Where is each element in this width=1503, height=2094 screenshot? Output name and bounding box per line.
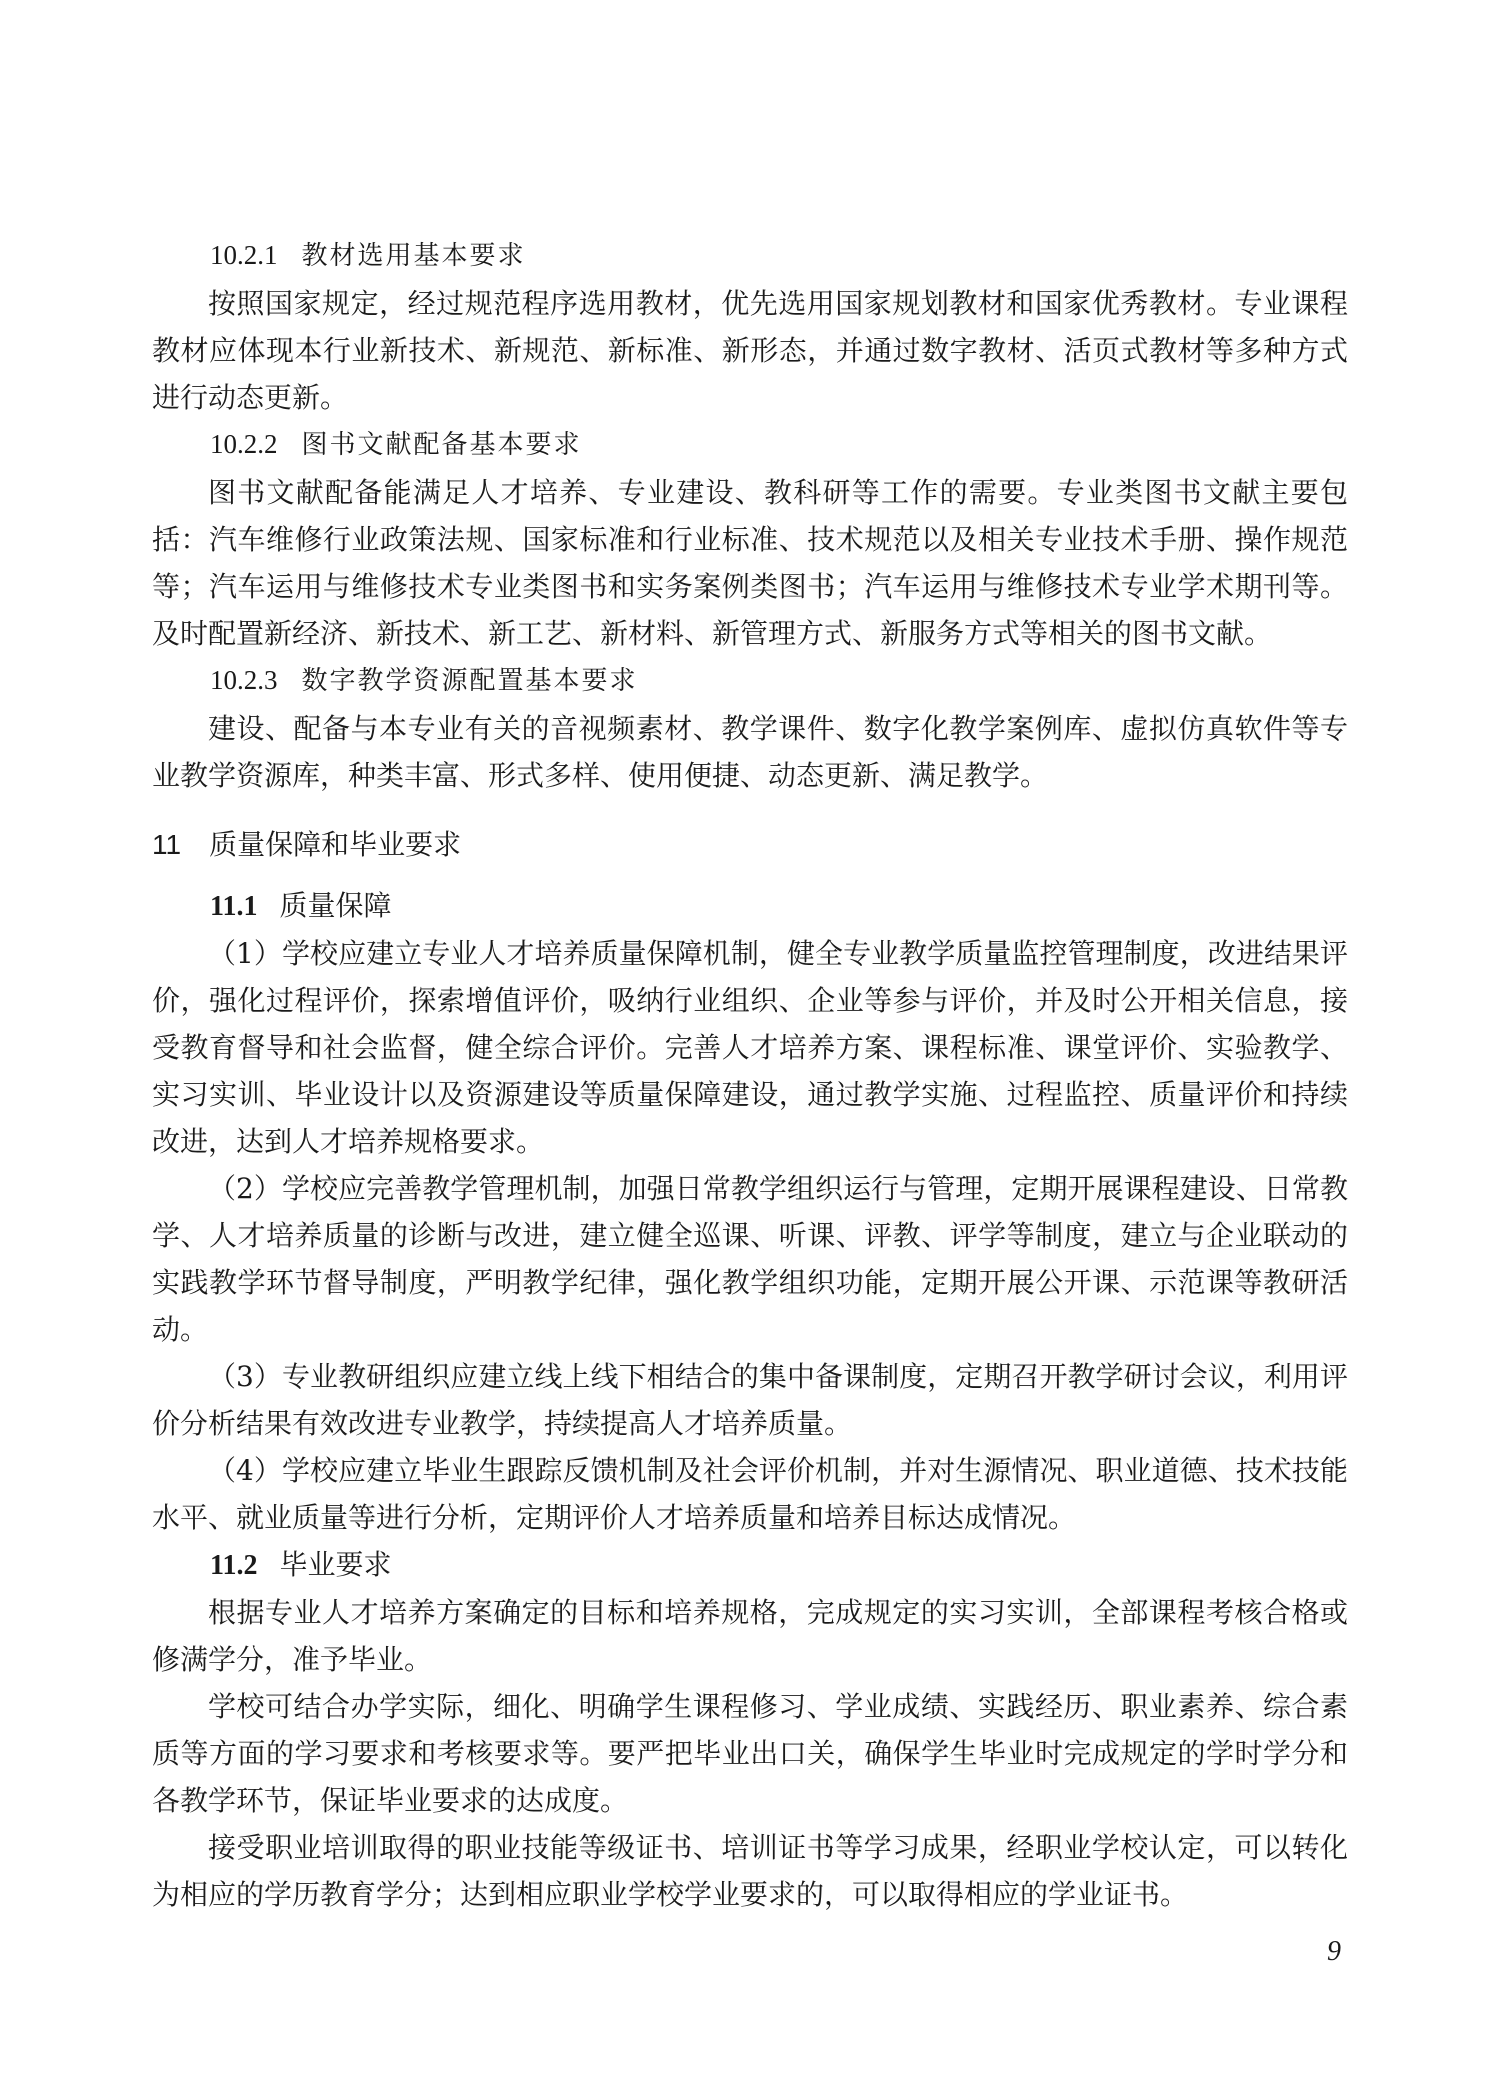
subsection-heading-11-1	[152, 882, 1348, 930]
paragraph: 学校可结合办学实际，细化、明确学生课程修习、学业成绩、实践经历、职业素养、综合素质等方面的学习要求和考核要求等。要严把毕业出口关，确保学生毕业时完成规定的学时学分和各教学环节，保证毕业要求的达成度。	[152, 1690, 1348, 1817]
page-number: 9	[1327, 1936, 1341, 1967]
subsection-number: 11.1	[210, 891, 258, 922]
paragraph: 图书文献配备能满足人才培养、专业建设、教科研等工作的需要。专业类图书文献主要包括：汽车维修行业政策法规、国家标准和行业标准、技术规范以及相关专业技术手册、操作规范等；汽车运用与维修技术专业类图书和实务案例类图书；汽车运用与维修技术专业学术期刊等。及时配置新经济、新技术、新工艺、新材料、新管理方式、新服务方式等相关的图书文献。	[152, 476, 1348, 650]
paragraph: 接受职业培训取得的职业技能等级证书、培训证书等学习成果，经职业学校认定，可以转化为相应的学历教育学分；达到相应职业学校学业要求的，可以取得相应的学业证书。	[152, 1831, 1348, 1911]
paragraph: （1）学校应建立专业人才培养质量保障机制，健全专业教学质量监控管理制度，改进结果评价，强化过程评价，探索增值评价，吸纳行业组织、企业等参与评价，并及时公开相关信息，接受教育督导和社会监督，健全综合评价。完善人才培养方案、课程标准、课堂评价、实验教学、实习实训、毕业设计以及资源建设等质量保障建设，通过教学实施、过程监控、质量评价和持续改进，达到人才培养规格要求。	[152, 937, 1348, 1158]
clause-title: 图书文献配备基本要求	[301, 430, 582, 460]
section-number: 11	[152, 829, 182, 860]
clause-title: 数字教学资源配置基本要求	[301, 666, 638, 696]
section-heading-11	[152, 821, 1348, 868]
paragraph: 按照国家规定，经过规范程序选用教材，优先选用国家规划教材和国家优秀教材。专业课程教材应体现本行业新技术、新规范、新标准、新形态，并通过数字教材、活页式教材等多种方式进行动态更新。	[152, 287, 1348, 414]
subsection-number: 11.2	[210, 1550, 258, 1581]
clause-heading-10-2-1	[152, 232, 1348, 280]
clause-number: 10.2.1	[210, 240, 278, 270]
section-title: 质量保障和毕业要求	[209, 828, 462, 861]
clause-number: 10.2.2	[210, 429, 278, 459]
paragraph: （3）专业教研组织应建立线上线下相结合的集中备课制度，定期召开教学研讨会议，利用评价分析结果有效改进专业教学，持续提高人才培养质量。	[152, 1360, 1348, 1440]
paragraph: 根据专业人才培养方案确定的目标和培养规格，完成规定的实习实训，全部课程考核合格或修满学分，准予毕业。	[152, 1596, 1348, 1676]
clause-title: 教材选用基本要求	[301, 241, 526, 271]
paragraph: （2）学校应完善教学管理机制，加强日常教学组织运行与管理，定期开展课程建设、日常教学、人才培养质量的诊断与改进，建立健全巡课、听课、评教、评学等制度，建立与企业联动的实践教学环节督导制度，严明教学纪律，强化教学组织功能，定期开展公开课、示范课等教研活动。	[152, 1172, 1348, 1346]
clause-number: 10.2.3	[210, 665, 278, 695]
clause-heading-10-2-3	[152, 657, 1348, 705]
subsection-title: 质量保障	[279, 889, 392, 922]
paragraph: 建设、配备与本专业有关的音视频素材、教学课件、数字化教学案例库、虚拟仿真软件等专业教学资源库，种类丰富、形式多样、使用便捷、动态更新、满足教学。	[152, 712, 1348, 792]
subsection-heading-11-2	[152, 1541, 1348, 1589]
clause-heading-10-2-2	[152, 421, 1348, 469]
document-body	[152, 232, 1348, 1918]
subsection-title: 毕业要求	[279, 1548, 392, 1581]
paragraph: （4）学校应建立毕业生跟踪反馈机制及社会评价机制，并对生源情况、职业道德、技术技能水平、就业质量等进行分析，定期评价人才培养质量和培养目标达成情况。	[152, 1454, 1348, 1534]
